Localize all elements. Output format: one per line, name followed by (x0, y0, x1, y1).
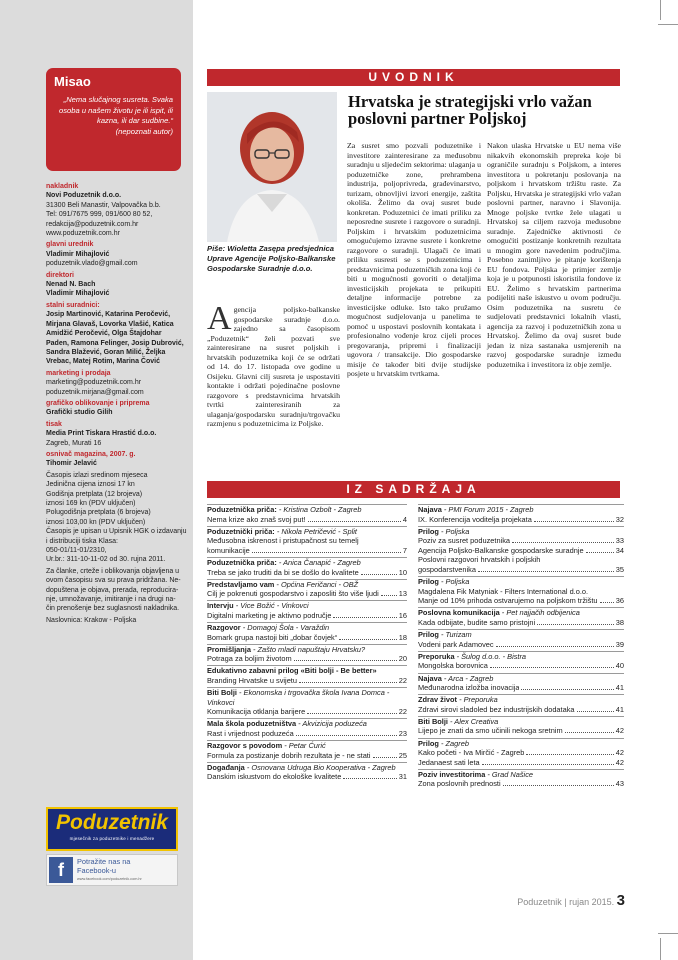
toc-category: Biti Bolji (207, 688, 237, 698)
impressum-label: nakladnik (46, 183, 79, 190)
toc-item-title: Bomark grupa nastoji biti „dobar čovjek“ (207, 632, 338, 642)
toc-author: - Osnovana Udruga Bio Kooperativa - Zagreb (244, 762, 396, 772)
impressum (46, 182, 189, 627)
toc-item-title: Lijepo je znati da smo učinili nekoga sretnim (418, 726, 563, 736)
toc-dot-leader (503, 785, 614, 786)
toc-entry-heading (207, 579, 407, 590)
toc-page-number: 34 (615, 545, 624, 555)
thought-quote: „Nema slučajnog susreta. Svaka osoba u našem životu je ili ispit, ili kazna, ili dar sudbine.“ (59, 95, 173, 125)
toc-column-left (207, 504, 407, 783)
toc-item-title: Rast i vrijednost poduzeća (207, 728, 294, 738)
toc-entry-heading (418, 504, 624, 515)
impressum-line: poduzetnik.vlado@gmail.com (46, 260, 138, 268)
toc-dot-leader (373, 757, 397, 758)
toc-item[interactable] (418, 555, 624, 565)
toc-item[interactable] (207, 633, 407, 643)
toc-entry (207, 665, 407, 685)
page-footer (420, 892, 625, 909)
impressum-line: Media Print Tiskara Hrastić d.o.o. (46, 430, 157, 438)
toc-author: - Vice Božić - Vinkovci (233, 601, 309, 611)
impressum-line: marketing@poduzetnik.com.hr (46, 379, 142, 387)
impressum-line: Amidžić Peročević, Olga Štajdohar (46, 330, 162, 338)
portrait-illustration (207, 92, 337, 242)
impressum-line: ovom časopisu sva su prava pridržana. Ne- (46, 577, 181, 585)
impressum-line: Godišnja pretplata (12 brojeva) (46, 490, 143, 498)
toc-author: - Grad Našice (485, 769, 534, 779)
toc-category: Prilog (418, 577, 439, 587)
impressum-line: www.poduzetnik.com.hr (46, 230, 120, 238)
toc-page-number: 39 (615, 639, 624, 649)
toc-item[interactable] (207, 589, 407, 599)
impressum-block (46, 182, 189, 238)
impressum-line: Ur.br.: 311-10-11-02 od 30. rujna 2011. (46, 556, 166, 564)
editorial-column-3 (487, 141, 621, 369)
toc-item-title: Digitalni marketing je aktivno područje (207, 610, 332, 620)
footer-text: Poduzetnik | rujan 2015. (517, 897, 615, 907)
toc-entry (207, 762, 407, 782)
impressum-line: Zagreb, Murati 16 (46, 439, 102, 447)
toc-author: - Šulog d.o.o. - Bistra (454, 651, 527, 661)
impressum-block (46, 450, 189, 469)
toc-entry (207, 740, 407, 760)
drop-cap: A (207, 300, 232, 337)
toc-dot-leader (534, 521, 614, 522)
editorial-column-2 (347, 141, 481, 379)
editorial-text-3: Nakon ulaska Hrvatske u EU nema više nikakvih ekonomskih prepreka koje bi ograničile suradnju s Poljskom, a interes investitora u pokretanju poslovanja na poljskom i hrvatskom tržištu raste. Za Poljsku, Hrvatska je strategijski vrlo važan poslovni partner, naravno i Slavonija. Mnoge poljske tvrtke žele ulagati u Hrvatskoj sa ciljem razvoja međusobne suradnje. Zajedničke aktivnosti će omogućiti postizanje konkretnih rezultata u mnogim gore navedenim područjima. Posebno zanimljivo je pitanje korištenja EU fondova. Poljska je primjer zemlje koja je u potpunosti iskoristila fondove iz EU. Želimo s hrvatskim partnerima podijeliti naše iskustvo u ovom području. Osim poduzetnika na susretu će sudjelovati predstavnici lokalnih vlasti, agencija za razvoj i poduzetničkih zona u Hrvatskoj. Želimo da ovaj susret bude jedan iz niza sastanaka usmjerenih na razvoj gospodarske suradnje između poduzetnika i investitora iz obje zemlje. (487, 141, 621, 369)
toc-item[interactable] (207, 676, 407, 686)
toc-author: - Kristina Ozbolt - Zagreb (276, 505, 362, 514)
toc-item[interactable] (418, 683, 624, 693)
toc-entry-heading (418, 651, 624, 662)
toc-entry-heading (418, 716, 624, 727)
toc-item[interactable] (418, 546, 624, 556)
toc-page-number: 22 (398, 707, 407, 717)
impressum-line: Nenad N. Bach (46, 281, 96, 289)
impressum-line: Vrebac, Matej Rotim, Marina Čović (46, 358, 160, 366)
toc-item[interactable] (418, 618, 624, 628)
impressum-block (46, 369, 189, 397)
impressum-label: osnivač magazina, 2007. g. (46, 450, 136, 458)
toc-item[interactable] (418, 536, 624, 546)
toc-item-title: Međunarodna izložba inovacija (418, 683, 520, 693)
toc-item[interactable] (207, 568, 407, 578)
toc-dot-leader (308, 521, 401, 522)
toc-author: - Domagoj Šola - Varaždin (240, 623, 330, 633)
toc-page-number: 7 (402, 545, 407, 555)
toc-item[interactable] (207, 729, 407, 739)
toc-entry (418, 716, 624, 736)
toc-item[interactable] (207, 515, 407, 525)
toc-category: Prilog (418, 630, 439, 640)
impressum-line: nje, umnožavanje, imitiranje i na drugi na- (46, 596, 176, 604)
toc-item-title: Magdalena Fik Matyniak - Filters International d.o.o. (418, 586, 589, 596)
toc-dot-leader (296, 735, 397, 736)
toc-category: Najava (418, 673, 442, 683)
thought-box (46, 68, 181, 171)
impressum-line: Vladimir Mihajlović (46, 250, 110, 258)
toc-item-title: Zdravi sirovi sladoled bez industrijskih dodataka (418, 704, 575, 714)
toc-author: - Pet najjačih odbijenica (499, 608, 580, 618)
toc-item-title: Vodeni park Adamovec (418, 639, 494, 649)
impressum-line: dopuštena je objava, prerada, reproducira- (46, 586, 179, 594)
toc-entry-heading (418, 694, 624, 705)
toc-item[interactable] (418, 758, 624, 768)
facebook-icon: f (49, 857, 73, 883)
editorial-text-1: gencija poljsko-balkanske gospodarske suradnje d.o.o. zajedno sa časopisom „Poduzetnik“ želi pozvati sve zainteresirane na susret poljskih i hrvatskih poduzetnika koji će se održati od 14. do 17. listopada ove godine u Osijeku. Glavni cilj susreta je uspostaviti kontakte i održati pojedinačne poslovne razgovore s predstavnicima hrvatskih tvrtki zainteresiranih za ulaganja/gospodarsku suradnju/trgovačku razmjenu s poduzetnicima iz Poljske. (207, 305, 340, 428)
toc-header: IZ SADRŽAJA (207, 481, 620, 498)
toc-page-number: 42 (615, 726, 624, 736)
page-number: 3 (616, 892, 625, 909)
impressum-line: Časopis je upisan u Upisnik HGK o izdavanju (46, 528, 187, 536)
toc-dot-leader (521, 689, 613, 690)
toc-item[interactable] (207, 654, 407, 664)
toc-item-title: Međusobna iskrenost i pristupačnost su temelj (207, 536, 359, 546)
impressum-label: marketing i prodaja (46, 369, 111, 377)
toc-author: - Anica Čanapić - Zagreb (276, 557, 361, 567)
impressum-line: 050-01/11-01/2310, (46, 547, 107, 555)
impressum-block (46, 301, 189, 367)
toc-category: Poziv investitorima (418, 769, 486, 779)
toc-dot-leader (526, 754, 613, 755)
toc-dot-leader (577, 711, 614, 712)
toc-category: Biti Bolji (418, 716, 448, 726)
poduzetnik-logo (46, 807, 178, 851)
toc-item[interactable] (207, 611, 407, 621)
toc-entry-heading (207, 622, 407, 633)
crop-mark (658, 24, 678, 25)
toc-entry (418, 694, 624, 714)
impressum-line: Mirjana Glavaš, Lovorka Vlašić, Katica (46, 320, 174, 328)
toc-item-title: Manje od 10% prihoda ostvarujemo na poljskom tržištu (418, 596, 598, 606)
impressum-line: Paden, Ramona Felinger, Josip Dubrović, (46, 339, 184, 347)
toc-item-title: IX. Konferencija voditelja projekata (418, 514, 532, 524)
thought-title: Misao (54, 74, 91, 89)
author-photo (207, 92, 337, 242)
impressum-label: grafičko oblikovanje i priprema (46, 399, 150, 407)
toc-category: Poduzetnička priča: (207, 557, 277, 567)
impressum-block (46, 399, 189, 418)
toc-entry (207, 600, 407, 620)
toc-item-title: Formula za postizanje dobrih rezultata je - ne stati (207, 750, 371, 760)
toc-author: - Petar Ćurić (282, 741, 326, 751)
toc-entry-heading (418, 738, 624, 749)
toc-dot-leader (537, 624, 614, 625)
toc-item[interactable] (418, 587, 624, 597)
toc-dot-leader (496, 646, 614, 647)
toc-entry-heading (207, 687, 407, 707)
toc-entry (207, 644, 407, 664)
toc-page-number: 23 (398, 728, 407, 738)
toc-item-title: Mongolska borovnica (418, 661, 488, 671)
toc-category: Najava (418, 505, 442, 514)
toc-entry-heading (207, 557, 407, 568)
toc-entry-heading (207, 526, 407, 537)
toc-category: Mala škola poduzetništva (207, 719, 297, 729)
toc-item-title: Komunikacija otklanja barijere (207, 707, 306, 717)
impressum-line: Novi Poduzetnik d.o.o. (46, 192, 122, 200)
impressum-line: i distribuciji tiska Klasa: (46, 537, 118, 545)
toc-dot-leader (490, 667, 614, 668)
toc-entry-heading (207, 600, 407, 611)
impressum-line: iznosi 103,00 kn (PDV uključen) (46, 518, 146, 526)
impressum-line: Tihomir Jelavić (46, 460, 97, 468)
impressum-label: direktori (46, 271, 75, 279)
toc-dot-leader (343, 778, 396, 779)
crop-mark (660, 0, 661, 20)
facebook-banner[interactable] (46, 854, 178, 886)
logo-subtitle: mjesečnik za poduzetnike i menadžere (69, 836, 155, 841)
toc-author: - PMI Forum 2015 - Zagreb (441, 505, 534, 514)
impressum-label: stalni suradnici: (46, 301, 100, 309)
toc-item[interactable] (418, 515, 624, 525)
toc-item[interactable] (207, 751, 407, 761)
impressum-line: Polugodišnja pretplata (6 brojeva) (46, 509, 151, 517)
toc-page-number: 20 (398, 654, 407, 664)
toc-dot-leader (294, 660, 397, 661)
toc-entry-heading (418, 526, 624, 537)
toc-entry (207, 504, 407, 524)
toc-item[interactable] (418, 705, 624, 715)
impressum-line: poduzetnik.mirjana@gmail.com (46, 388, 144, 396)
toc-item-title: Agencija Poljsko-Balkanske gospodarske suradnje (418, 545, 584, 555)
toc-category: Edukativno zabavni prilog «Biti bolji - Be better» (207, 666, 377, 676)
toc-author: - Zašto mladi napuštaju Hrvatsku? (250, 644, 366, 654)
crop-mark (658, 933, 678, 934)
toc-dot-leader (381, 595, 397, 596)
toc-entry-heading (207, 740, 407, 751)
toc-dot-leader (252, 552, 401, 553)
toc-page-number: 36 (615, 596, 624, 606)
toc-category: Razgovor (207, 623, 241, 633)
toc-entry (418, 673, 624, 693)
toc-entry (418, 738, 624, 768)
impressum-line: Za članke, crteže i oblikovanja objavljena u (46, 567, 180, 575)
toc-item-title: Jedanaest sati leta (418, 757, 480, 767)
toc-entry (207, 718, 407, 738)
toc-dot-leader (478, 571, 614, 572)
toc-category: Poduzetnički priča: (207, 526, 275, 536)
uvodnik-header: UVODNIK (207, 69, 620, 86)
toc-author: - Alex Creativa (447, 716, 499, 726)
toc-item-title: Branding Hrvatske u svijetu (207, 676, 297, 685)
toc-category: Promišljanja (207, 644, 251, 654)
impressum-block (46, 616, 189, 625)
editorial-title: Hrvatska je strategijski vrlo važan poslovni partner Poljskoj (348, 92, 592, 128)
toc-item-title: Potraga za boljim životom (207, 654, 292, 664)
toc-item[interactable] (418, 748, 624, 758)
toc-page-number: 31 (398, 772, 407, 782)
toc-entry (207, 687, 407, 717)
toc-entry-heading (207, 718, 407, 729)
toc-entry (418, 769, 624, 789)
toc-entry-heading (418, 607, 624, 618)
facebook-text-1: Potražite nas na (77, 856, 131, 866)
impressum-line: Tel: 091/7675 999, 091/600 80 52, (46, 211, 153, 219)
toc-dot-leader (361, 574, 397, 575)
toc-category: Razgovor s povodom (207, 741, 283, 751)
toc-author: - Poljska (438, 526, 470, 536)
toc-author: - Akvizicija poduzeća (296, 719, 367, 729)
toc-entry (418, 526, 624, 575)
logo-title: Poduzetnik (55, 811, 168, 834)
toc-dot-leader (482, 764, 614, 765)
toc-category: Prilog (418, 526, 439, 536)
toc-item-title: Danskim iskustvom do ekološke kvalitete (207, 772, 342, 782)
toc-page-number: 41 (615, 704, 624, 714)
impressum-line: Časopis izlazi sredinom mjeseca (46, 471, 148, 479)
impressum-line: Josip Martinović, Katarina Peročević, (46, 311, 171, 319)
impressum-line: Jedinična cijena iznosi 17 kn (46, 481, 135, 489)
toc-entry-heading (207, 665, 407, 676)
toc-item-title: Nema krize ako znaš svoj put! (207, 514, 306, 524)
toc-entry-heading (418, 576, 624, 587)
toc-page-number: 18 (398, 632, 407, 642)
thought-author: (nepoznati autor) (115, 126, 173, 136)
toc-item[interactable] (418, 661, 624, 671)
toc-item[interactable] (207, 546, 407, 556)
toc-item[interactable] (418, 565, 624, 575)
impressum-line: Naslovnica: Krakow - Poljska (46, 616, 137, 624)
toc-dot-leader (339, 639, 397, 640)
impressum-label: glavni urednik (46, 241, 94, 249)
toc-page-number: 13 (398, 589, 407, 599)
toc-page-number: 33 (615, 536, 624, 546)
toc-page-number: 40 (615, 661, 624, 671)
toc-author: - Arca - Zagreb (441, 673, 494, 683)
toc-entry-heading (418, 769, 624, 780)
impressum-line: 31300 Beli Manastir, Valpovačka b.b. (46, 201, 161, 209)
toc-category: Predstavljamo vam (207, 579, 275, 589)
toc-item[interactable] (207, 536, 407, 546)
toc-entry (207, 579, 407, 599)
toc-entry (207, 622, 407, 642)
toc-page-number: 43 (615, 779, 624, 789)
impressum-line: iznosi 169 kn (PDV uključen) (46, 500, 136, 507)
impressum-block (46, 420, 189, 448)
toc-entry (207, 526, 407, 556)
facebook-url: www.facebook.com/poduzetnik.com.hr (77, 876, 142, 881)
toc-category: Poduzetnička priča: (207, 505, 277, 514)
toc-author: - Zagreb (438, 738, 469, 748)
toc-item-title: gospodarstvenika (418, 565, 476, 575)
toc-category: Događanja (207, 762, 245, 772)
editorial-column-1 (207, 300, 340, 429)
crop-mark (660, 938, 661, 960)
toc-entry-heading (207, 644, 407, 655)
impressum-block (46, 271, 189, 299)
toc-dot-leader (333, 617, 396, 618)
toc-page-number: 35 (615, 565, 624, 575)
toc-page-number: 38 (615, 618, 624, 628)
toc-entry (418, 651, 624, 671)
toc-item-title: Kako početi - Iva Mirčić - Zagreb (418, 748, 525, 758)
impressum-block (46, 240, 189, 268)
toc-item-title: Kada odbijate, budite samo pristojni (418, 618, 536, 628)
toc-item[interactable] (418, 596, 624, 606)
toc-page-number: 42 (615, 748, 624, 758)
facebook-text-2: Facebook-u (77, 865, 117, 875)
editorial-text-2: Za susret smo pozvali poduzetnike i investitore zainteresirane za međusobnu suradnju u sljedećim sektorima: ulaganja u poduzetničke zone, prehrambena industrija, poljoprivreda, građevinarstvo, turizam, obnovljivi izvori energije, zaštita okoliša. Želimo da ovaj susret bude konkretan. Poduzetnici će imati priliku za neposredne susrete i razgovore o suradnji. Poljskim i hrvatskim poduzetnicima omogućujemo izravne susrete i konkretne razgovore o suradnji. Ulagači će imati priliku susresti se s poduzetnicima i predstavnicima poduzetničkih zona koji će biti u mogućnosti govoriti o detaljima investicijskih projekata te prikupiti detaljne informacije potrebne za investicijske odluke. Isto tako pružamo mogućnost sudjelovanja u panelima te pomoć u uspostavi poslovnih kontakata i profesionalno vođenje kroz cijeli proces pregovaranja, pripremi i finalizaciji ugovora / transakcije. Dio gospodarske misije će također biti dvije studijske posjete u hrvatskim tvrtkama. (347, 141, 481, 378)
toc-author: - Preporuka (457, 695, 498, 705)
toc-author: - Turizam (438, 630, 472, 640)
toc-category: Preporuka (418, 651, 455, 661)
toc-item-title: Poziv za susret poduzetnika (418, 536, 511, 546)
toc-entry-heading (207, 762, 407, 773)
toc-page-number: 10 (398, 567, 407, 577)
impressum-label: tisak (46, 420, 62, 428)
toc-category: Intervju (207, 601, 234, 611)
toc-item[interactable] (418, 726, 624, 736)
toc-page-number: 22 (398, 676, 407, 685)
toc-dot-leader (586, 552, 614, 553)
toc-author: - Nikola Petričević - Split (274, 526, 357, 536)
toc-entry (207, 557, 407, 577)
toc-page-number: 16 (398, 610, 407, 620)
impressum-line: Vladimir Mihajlović (46, 290, 110, 298)
impressum-block (46, 471, 189, 565)
impressum-line: Sandra Blažević, Goran Milić, Željka (46, 348, 166, 356)
toc-item[interactable] (418, 640, 624, 650)
toc-author: - Poljska (438, 577, 470, 587)
toc-entry-heading (418, 629, 624, 640)
toc-entry-heading (418, 673, 624, 684)
toc-category: Zdrav život (418, 695, 458, 705)
impressum-line: Grafički studio Gilih (46, 409, 113, 417)
toc-item[interactable] (207, 707, 407, 717)
toc-category: Poslovna komunikacija (418, 608, 500, 618)
toc-author: - Općina Feričanci - OBŽ (274, 579, 359, 589)
toc-author: - Ekonomska i trgovačka škola Ivana Domca - Vinkovci (207, 688, 390, 707)
toc-page-number: 32 (615, 514, 624, 524)
toc-dot-leader (299, 682, 397, 683)
toc-page-number: 41 (615, 683, 624, 693)
toc-page-number: 25 (398, 750, 407, 760)
toc-item[interactable] (418, 779, 624, 789)
toc-item-title: komunikacije (207, 545, 250, 555)
impressum-line: redakcija@poduzetnik.com.hr (46, 220, 139, 228)
toc-item-title: Zona poslovnih prednosti (418, 779, 501, 789)
toc-page-number: 4 (402, 514, 407, 524)
toc-dot-leader (512, 542, 614, 543)
toc-entry (418, 576, 624, 606)
toc-entry (418, 629, 624, 649)
toc-item-title: Cilj je pokrenuti gospodarstvo i zaposliti što više ljudi (207, 589, 379, 599)
author-caption: Piše: Wioletta Zasępa predsjednica Uprave Agencije Poljsko-Balkanske Gospodarske Suradnje d.o.o. (207, 244, 336, 273)
toc-entry (418, 504, 624, 524)
toc-dot-leader (307, 713, 397, 714)
toc-dot-leader (600, 602, 614, 603)
impressum-line: čin prenošenje bez suglasnosti nakladnika. (46, 605, 180, 613)
toc-page-number: 42 (615, 757, 624, 767)
toc-item[interactable] (207, 772, 407, 782)
toc-column-right (418, 504, 624, 791)
toc-item-title: Poslovni razgovori hrvatskih i poljskih (418, 555, 541, 565)
toc-entry (418, 607, 624, 627)
toc-item-title: Treba se jako truditi da bi se došlo do kvalitete (207, 567, 359, 577)
impressum-block (46, 567, 189, 614)
toc-entry-heading (207, 504, 407, 515)
toc-dot-leader (565, 732, 614, 733)
toc-category: Prilog (418, 738, 439, 748)
